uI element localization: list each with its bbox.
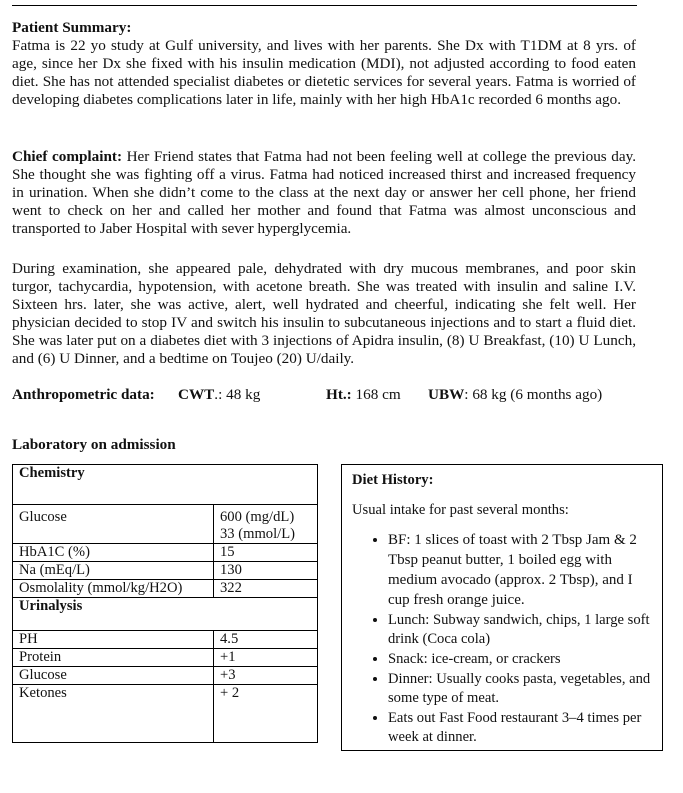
cell-label: Glucose (13, 505, 214, 544)
cell-label: Glucose (13, 667, 214, 685)
table-row (13, 667, 318, 685)
anthro-label: Anthropometric data: (12, 386, 155, 403)
lab-heading (12, 436, 636, 454)
table-row (13, 580, 318, 598)
patient-summary (12, 19, 636, 109)
cell-value: 15 (214, 544, 318, 562)
ht-label: Ht.: (326, 386, 352, 403)
cell-value: + 2 (214, 685, 318, 743)
diet-history-box (341, 464, 663, 751)
list-item: • Eats out Fast Food restaurant 3–4 times per week at dinner. (388, 709, 652, 747)
cell-label: PH (13, 631, 214, 649)
cell-label: Ketones (13, 685, 214, 743)
cell-value: 130 (214, 562, 318, 580)
diet-intro: Usual intake for past several months: (352, 502, 569, 518)
ht-value: 168 cm (351, 386, 401, 403)
table-row (13, 562, 318, 580)
table-row (13, 685, 318, 743)
top-rule (12, 5, 637, 6)
cell-label: Protein (13, 649, 214, 667)
cell-label: Na (mEq/L) (13, 562, 214, 580)
list-item: • Lunch: Subway sandwich, chips, 1 large soft drink (Coca cola) (388, 611, 652, 649)
cell-value: 4.5 (214, 631, 318, 649)
cell-value: 322 (214, 580, 318, 598)
chief-complaint-text: Her Friend states that Fatma had not been feeling well at college the previous day. She thought she was fighting off a virus. Fatma had noticed increased thirst and increased frequency in urination. When she didn’t come to the class at the next day or answer her cell phone, her friend went to check on her and called her mother and found that Fatma was almost unconscious and transported to Jaber Hospital with sever hyperglycemia. (12, 148, 637, 237)
list-item: • Snack: ice-cream, or crackers (388, 650, 652, 669)
patient-summary-heading: Patient Summary: (12, 19, 132, 36)
list-item: • BF: 1 slices of toast with 2 Tbsp Jam & 2 Tbsp peanut butter, 1 boiled egg with medium avocado (approx. 2 Tbsp), and I cup fresh orange juice. (388, 530, 652, 610)
cell-label: Osmolality (mmol/kg/H2O) (13, 580, 214, 598)
lab-heading-text: Laboratory on admission (12, 436, 176, 453)
examination-text: During examination, she appeared pale, dehydrated with dry mucous membranes, and poor skin turgor, tachycardia, hypotension, with acetone breath. She was treated with insulin and saline I.V. Sixteen hrs. later, she was active, alert, well hydrated and cheerful, indicating she felt well. Her physician decided to stop IV and switch his insulin to subcutaneous injections and to start a fluid diet. She was later put on a diabetes diet with 3 injections of Apidra insulin, (8) U Breakfast, (10) U Lunch, and (6) U Dinner, and a bedtime on Toujeo (20) U/daily. (12, 260, 636, 367)
chief-complaint (12, 148, 636, 238)
urinalysis-heading: Urinalysis (13, 598, 318, 631)
ubw-label: UBW (428, 386, 465, 403)
diet-history-heading: Diet History: (352, 472, 434, 488)
table-row (13, 544, 318, 562)
patient-summary-text: Fatma is 22 yo study at Gulf university, and lives with her parents. She Dx with T1DM at 8 yrs. of age, since her Dx she fixed with his insulin medication (MDI), not adjusted according to food eaten diet. She has not attended specialist diabetes or dietetic services for several years. Fatma is worried of developing diabetes complications later in life, mainly with her high HbA1c recorded 6 months ago. (12, 37, 636, 108)
table-row (13, 505, 318, 544)
cell-value: 600 (mg/dL) 33 (mmol/L) (214, 505, 318, 544)
cwt-value: .: 48 kg (214, 386, 261, 403)
list-item: • Dinner: Usually cooks pasta, vegetables, and some type of meat. (388, 670, 652, 708)
chemistry-heading: Chemistry (13, 465, 318, 505)
lab-table (12, 464, 318, 743)
diet-list (352, 530, 652, 747)
chief-complaint-heading: Chief complaint: (12, 148, 123, 165)
cell-label: HbA1C (%) (13, 544, 214, 562)
table-row (13, 631, 318, 649)
cell-value: +3 (214, 667, 318, 685)
cell-value: +1 (214, 649, 318, 667)
table-row (13, 649, 318, 667)
ubw-value: : 68 kg (6 months ago) (464, 386, 603, 403)
cwt-label: CWT (178, 386, 215, 403)
